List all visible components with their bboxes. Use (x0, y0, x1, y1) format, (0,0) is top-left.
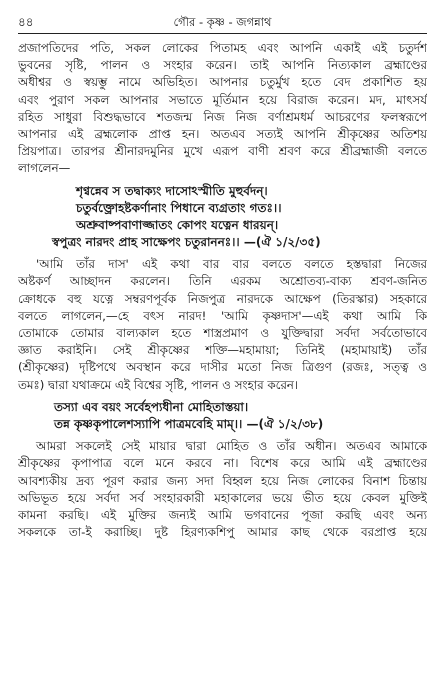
page-body (18, 40, 427, 541)
verse-line: অশ্রুবাষ্পবাণাজ্জাতং কোপং যত্নেন ধারয়ন্। (76, 217, 279, 232)
text-line: অষ্টকর্ণ আচ্ছাদন করলেন। তিনি এরকম অশ্রোতব্য-বাক্য শ্রবণ-জনিত (18, 274, 427, 289)
verse-line: শৃণ্বন্নেব স তদ্বাক্যং দাসোঽস্মীতি মুহুর্বদন্। (76, 183, 268, 198)
page-number: ৪৪ (18, 15, 34, 29)
verse-line: তন্ন কৃষ্ণকৃপালেশস্যাপি পাত্রমবেহি মাম্।। —(ঐ ১/২/৩৮) (54, 416, 324, 431)
text-line: বলতে লাগলেন,—হে বৎস নারদ! 'আমি কৃষ্ণদাস'—এই কথা আমি কি (18, 308, 427, 323)
verse-block-2 (18, 399, 427, 433)
text-line: জ্ঞাত করাইনি। সেই শ্রীকৃষ্ণের শক্তি—মহামায়া; তিনিই (মহামায়াই) তাঁর (18, 343, 427, 358)
verse-line: চতুর্বক্ত্রোহষ্টকর্ণানাং পিধানে ব্যগ্রতাং গতঃ।। (76, 200, 282, 215)
verse-line: স্বপুত্রং নারদং প্রাহ সাক্ষেপং চতুরাননঃ।। —(ঐ ১/২/৩৫) (52, 235, 321, 250)
paragraph-2 (18, 256, 427, 394)
text-line: ভুবনের সৃষ্টি, পালন ও সংহার করেন। তাই আপনি নিত্যকাল ব্রহ্মাণ্ডের (18, 58, 427, 73)
text-line: (শ্রীকৃষ্ণের) দৃষ্টিপথে অবস্থান করে দাসীর মতো নিজ ত্রিগুণ (রজঃ, সত্ত্ব ও (18, 360, 427, 375)
text-line: তোমাকে তোমার বাল্যকাল হতে শাস্ত্রপ্রমাণ ও যুক্তিদ্বারা সর্বদা সর্বতোভাবে (18, 326, 427, 340)
text-line: ক্রোধকে বহু যত্নে সম্বরণপূর্বক নিজপুত্র নারদকে আক্ষেপ (তিরস্কার) সহকারে (18, 291, 427, 306)
text-line: প্রিয়পাত্র। তারপর শ্রীনারদমুনির মুখে এরূপ বাণী শ্রবণ করে শ্রীব্রহ্মাজী বলতে (18, 144, 427, 159)
text-line: কামনা করছি। এই মুক্তির জন্যই আমি ভগবানের পূজা করছি এবং অন্য (18, 507, 427, 522)
verse-line: তস্যা এব বয়ং সর্বেহপ্যধীনা মোহিতাস্তয়া। (54, 399, 249, 414)
text-line: আমরা সকলেই সেই মায়ার দ্বারা মোহিত ও তাঁর অধীন। অতএব আমাকে (36, 439, 427, 454)
page-header (18, 14, 427, 30)
text-line: তমঃ) দ্বারা যথাক্রমে এই বিশ্বের সৃষ্টি, পালন ও সংহার করেন। (18, 377, 299, 392)
text-line: আবশ্যকীয় দ্রব্য পূরণ করার জন্য সদা বিহ্বল হয়ে নিজ লোকের বিনাশ চিন্তায় (18, 473, 427, 488)
paragraph-3 (18, 438, 427, 541)
header-rule (18, 33, 427, 34)
text-line: 'আমি তাঁর দাস' এই কথা বার বার বলতে বলতে হস্তদ্বারা নিজের (36, 257, 427, 272)
text-line: অভিভূত হয়ে সর্বদা সর্ব সংহারকারী মহাকালের ভয়ে ভীত হয়ে কেবল মুক্তিই (18, 490, 427, 505)
running-title: গৌর - কৃষ্ণ - জগন্নাথ (173, 15, 272, 29)
text-line: অধীশ্বর ও স্বয়ম্ভু নামে অভিহিত। আপনার চতুর্মুখ হতে বেদ প্রকাশিত হয় (18, 75, 427, 90)
text-line: এবং পুরাণ সকল আপনার সভাতে মূর্তিমান হয়ে বিরাজ করেন। মদ, মাৎসর্য (18, 92, 427, 107)
text-line: শ্রীকৃষ্ণের কৃপাপাত্র বলে মনে করবে না। বিশেষ করে আমি এই ব্রহ্মাণ্ডের (18, 456, 427, 471)
text-line: সকলকে তা-ই করাচ্ছি। দুষ্ট হিরণ্যকশিপু আমার কাছ থেকে বরপ্রাপ্ত হয়ে (18, 525, 427, 540)
paragraph-1 (18, 40, 427, 178)
text-line: রহিত সাধুরা বিশুদ্ধভাবে শতজন্ম নিজ নিজ বর্ণাশ্রমধর্ম আচরণের ফলস্বরূপে (18, 109, 427, 124)
verse-block-1 (18, 183, 427, 252)
text-line: আপনার এই ব্রহ্মলোক প্রাপ্ত হন। অতএব সত্যই আপনি শ্রীকৃষ্ণের অতিশয় (18, 126, 427, 141)
text-line: লাগলেন— (18, 161, 71, 176)
text-line: প্রজাপতিদের পতি, সকল লোকের পিতামহ এবং আপনি একাই এই চতুর্দশ (18, 41, 427, 55)
